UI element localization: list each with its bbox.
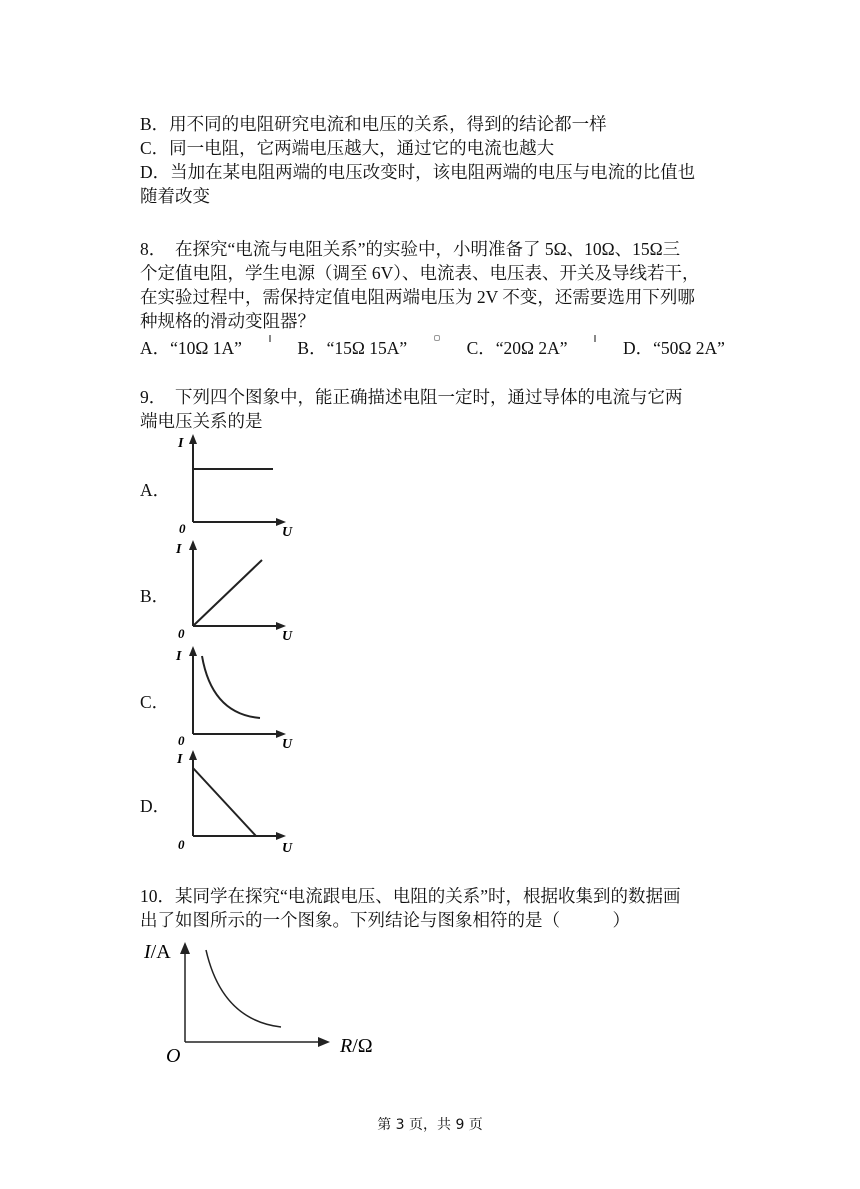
q10-y-label: I/A	[144, 941, 171, 963]
q7-option-d-line1: D．当加在某电阻两端的电压改变时，该电阻两端的电压与电流的比值也	[140, 162, 696, 182]
q8-option-a: A．“10Ω 1A”	[140, 338, 242, 358]
q9-option-b-label: B．	[140, 586, 170, 606]
q8-options	[140, 335, 725, 360]
page-footer: 第 3 页，共 9 页	[377, 1117, 483, 1133]
separator-dot	[434, 335, 440, 341]
q9-text-line2: 端电压关系的是	[140, 411, 263, 431]
q10-text-line1: 10．某同学在探究“电流跟电压、电阻的关系”时，根据收集到的数据画	[140, 886, 681, 906]
graph-d-line	[193, 768, 256, 836]
graph-d-x-label: U	[282, 841, 293, 856]
q9-graph-a	[168, 432, 298, 540]
graph-c-x-label: U	[282, 737, 293, 752]
q8-text-line4: 种规格的滑动变阻器？	[140, 311, 315, 331]
q9-graph-b	[168, 538, 298, 646]
graph-c-y-label: I	[176, 649, 182, 664]
q9-graph-d	[168, 748, 298, 856]
graph-d-origin: 0	[178, 837, 185, 852]
graph-c-origin: 0	[178, 733, 185, 748]
q8-option-c: C．“20Ω 2A”	[466, 338, 568, 358]
graph-d-y-label: I	[177, 752, 183, 767]
graph-a-origin: 0	[179, 521, 186, 536]
q8-text-line1: 8． 在探究“电流与电阻关系”的实验中，小明准备了 5Ω、10Ω、15Ω三	[140, 239, 681, 259]
q7-option-d-line2: 随着改变	[140, 186, 210, 206]
q8-option-d: D．“50Ω 2A”	[622, 338, 725, 358]
q8-text-line2: 个定值电阻，学生电源（调至 6V）、电流表、电压表、开关及导线若干，	[140, 263, 700, 283]
q10-text-line2: 出了如图所示的一个图象。下列结论与图象相符的是（ ）	[140, 910, 630, 930]
graph-b-y-label: I	[176, 542, 182, 557]
q9-option-c-label: C．	[140, 692, 170, 712]
separator-mark	[594, 335, 596, 342]
graph-b-line	[193, 560, 262, 626]
graph-c-curve	[202, 656, 260, 718]
graph-b-origin: 0	[178, 626, 185, 641]
q9-option-d-label: D．	[140, 796, 171, 816]
separator-mark	[269, 335, 271, 342]
q7-option-b: B．用不同的电阻研究电流和电压的关系，得到的结论都一样	[140, 114, 607, 134]
q10-graph	[140, 930, 400, 1070]
q9-option-a-label: A．	[140, 480, 171, 500]
q7-option-c: C．同一电阻，它两端电压越大，通过它的电流也越大	[140, 138, 555, 158]
graph-b-x-label: U	[282, 629, 293, 644]
q10-origin: O	[166, 1045, 181, 1067]
q9-text-line1: 9． 下列四个图象中，能正确描述电阻一定时，通过导体的电流与它两	[140, 387, 683, 407]
graph-a-y-label: I	[178, 436, 184, 451]
q8-option-b: B．“15Ω 15A”	[297, 338, 408, 358]
q10-x-label: R/Ω	[340, 1035, 373, 1057]
graph-a-x-label: U	[282, 525, 293, 540]
q9-graph-c	[168, 644, 298, 752]
q8-text-line3: 在实验过程中，需保持定值电阻两端电压为 2V 不变，还需要选用下列哪	[140, 287, 695, 307]
q10-curve	[206, 950, 281, 1027]
